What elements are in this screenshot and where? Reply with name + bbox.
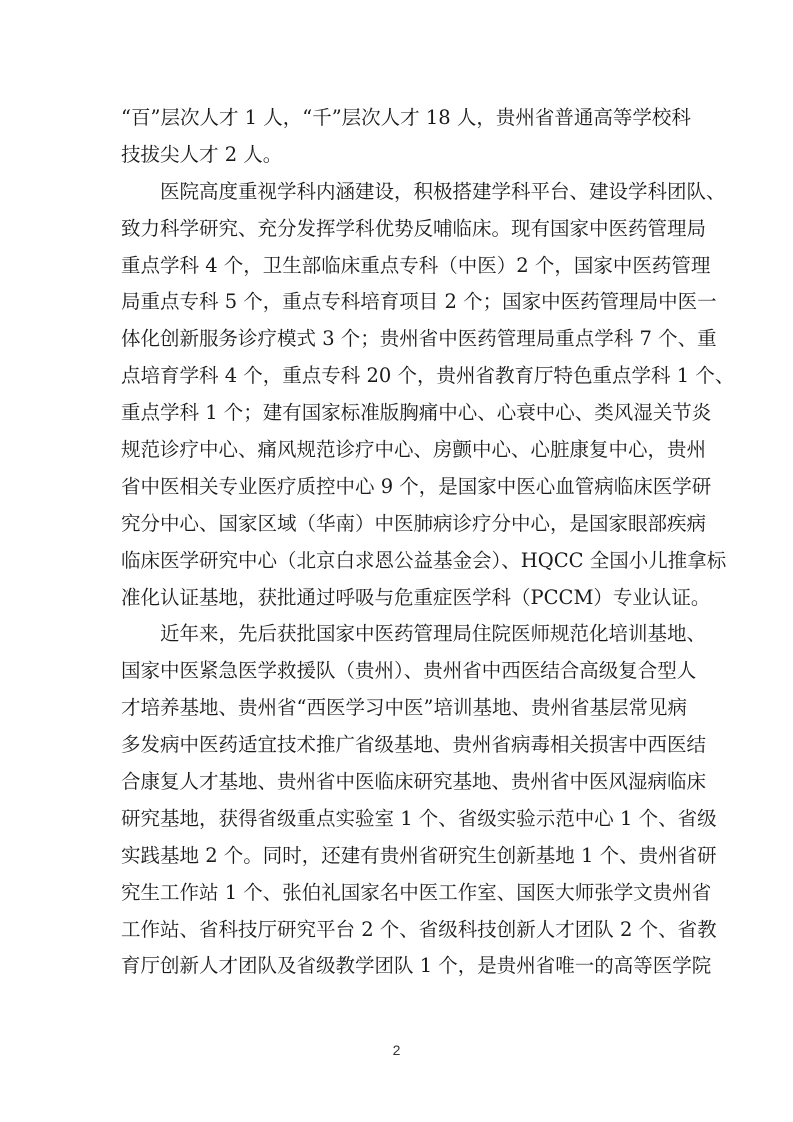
text-line: 点培育学科 4 个，重点专科 20 个，贵州省教育厅特色重点学科 1 个、 <box>121 364 735 388</box>
text-line: 究生工作站 1 个、张伯礼国家名中医工作室、国医大师张学文贵州省 <box>121 880 712 904</box>
body-text <box>121 100 735 985</box>
text-line: 准化认证基地，获批通过呼吸与危重症医学科（PCCM）专业认证。 <box>121 585 711 609</box>
text-line: 临床医学研究中心（北京白求恩公益基金会）、HQCC 全国小儿推拿标 <box>121 548 727 572</box>
text-line: 技拔尖人才 2 人。 <box>121 142 283 166</box>
text-line: 规范诊疗中心、痛风规范诊疗中心、房颤中心、心脏康复中心，贵州 <box>121 438 707 462</box>
text-line: 实践基地 2 个。同时，还建有贵州省研究生创新基地 1 个、贵州省研 <box>121 843 717 867</box>
text-line: 省中医相关专业医疗质控中心 9 个，是国家中医心血管病临床医学研 <box>121 474 712 498</box>
text-line: 究分中心、国家区域（华南）中医肺病诊疗分中心，是国家眼部疾病 <box>121 511 707 535</box>
text-line: 局重点专科 5 个，重点专科培育项目 2 个；国家中医药管理局中医一 <box>121 290 717 314</box>
text-line: 合康复人才基地、贵州省中医临床研究基地、贵州省中医风湿病临床 <box>121 770 707 794</box>
text-line: 才培养基地、贵州省“西医学习中医”培训基地、贵州省基层常见病 <box>121 696 687 720</box>
text-line: 国家中医紧急医学救援队（贵州）、贵州省中西医结合高级复合型人 <box>121 659 697 683</box>
text-line: 致力科学研究、充分发挥学科优势反哺临床。现有国家中医药管理局 <box>121 216 707 240</box>
text-line: 工作站、省科技厅研究平台 2 个、省级科技创新人才团队 2 个、省教 <box>121 917 717 941</box>
text-line: 重点学科 1 个；建有国家标准版胸痛中心、心衰中心、类风湿关节炎 <box>121 401 712 425</box>
text-line: 研究基地，获得省级重点实验室 1 个、省级实验示范中心 1 个、省级 <box>121 806 717 830</box>
text-line: 体化创新服务诊疗模式 3 个；贵州省中医药管理局重点学科 7 个、重 <box>121 327 717 351</box>
text-line: 医院高度重视学科内涵建设，积极搭建学科平台、建设学科团队、 <box>160 179 726 203</box>
page-number: 2 <box>392 1042 401 1058</box>
text-line: 重点学科 4 个，卫生部临床重点专科（中医）2 个，国家中医药管理 <box>121 253 711 277</box>
text-line: “百”层次人才 1 人，“千”层次人才 18 人，贵州省普通高等学校科 <box>121 106 691 129</box>
text-line: 多发病中医药适宜技术推广省级基地、贵州省病毒相关损害中西医结 <box>121 733 707 757</box>
text-line: 育厅创新人才团队及省级教学团队 1 个，是贵州省唯一的高等医学院 <box>121 954 712 978</box>
text-line: 近年来，先后获批国家中医药管理局住院医师规范化培训基地、 <box>160 622 707 646</box>
